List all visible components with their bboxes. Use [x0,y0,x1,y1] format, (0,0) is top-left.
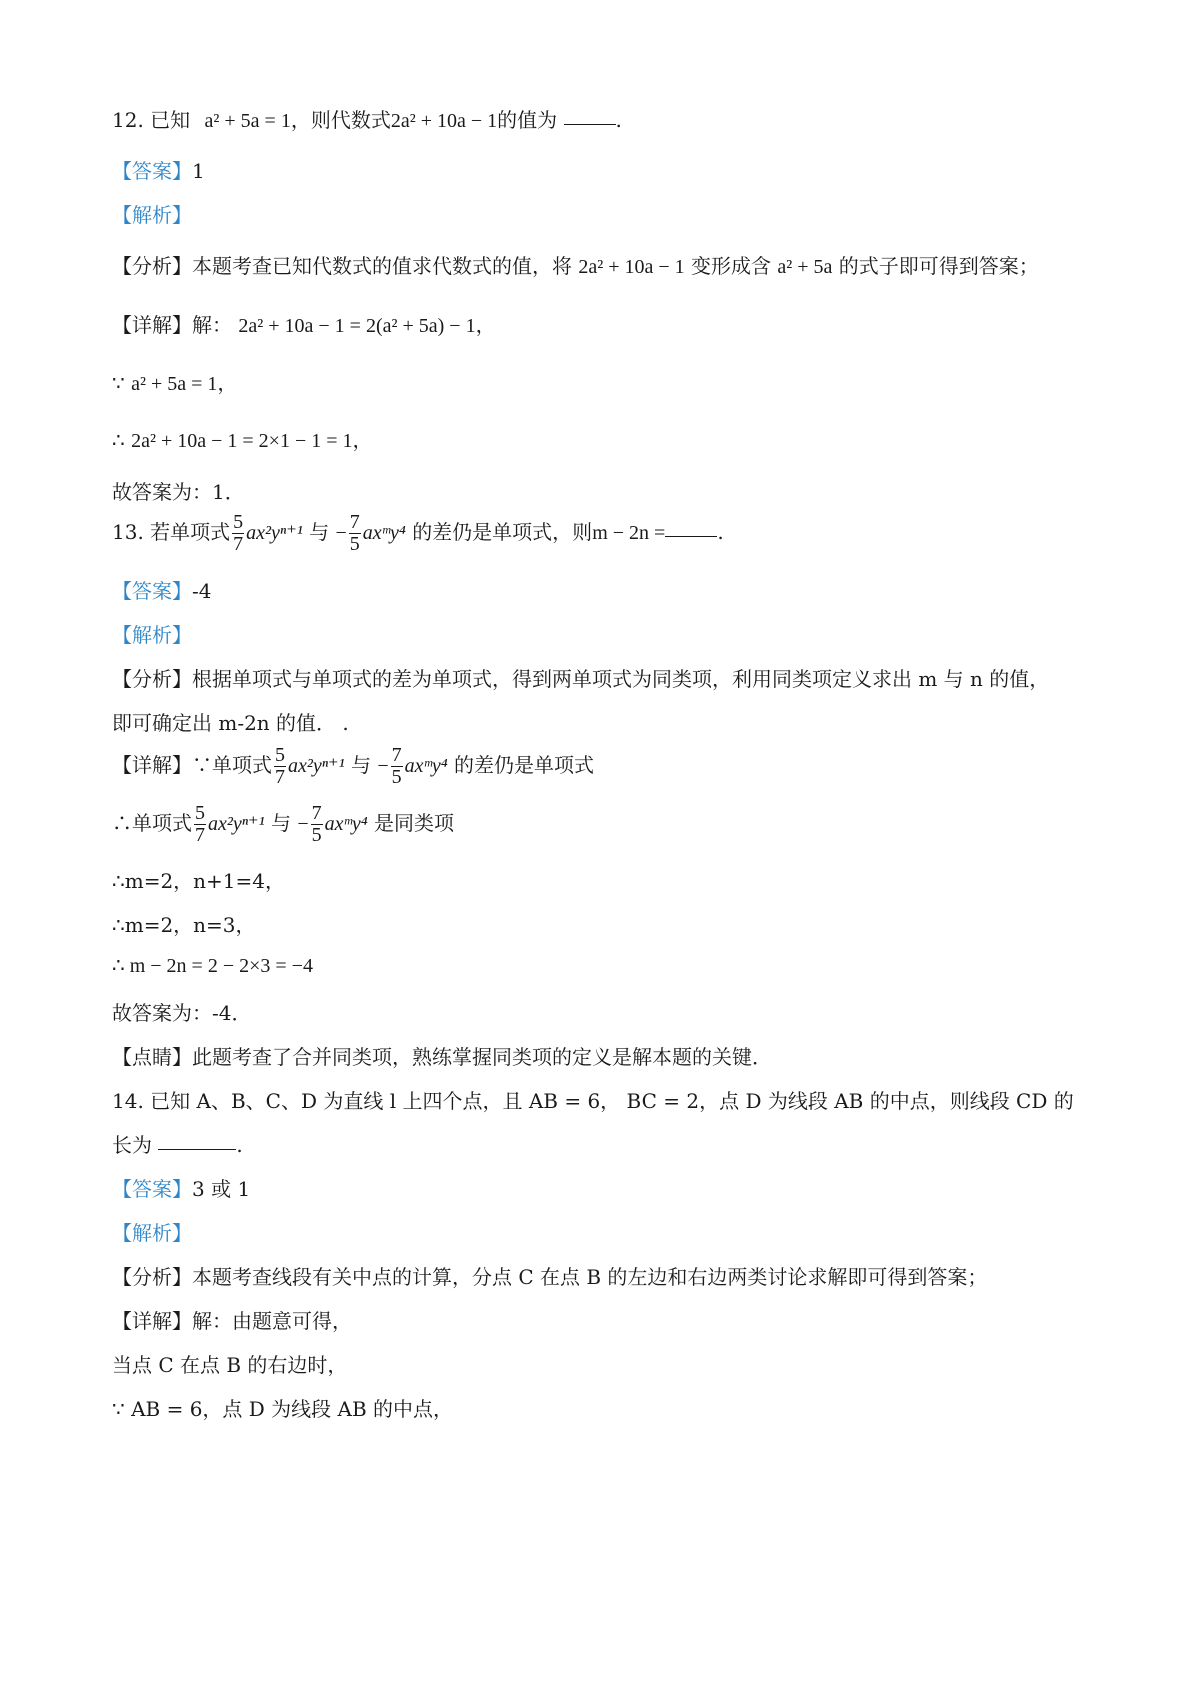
fraction-7-5: $\frac{7}{5}$ [311,802,322,846]
fraction-5-7: $\frac{5}{7}$ [275,744,285,788]
q14-answer [112,1173,250,1202]
q12-stem: 12. 已知 a² + 5a = 1，则代数式2a² + 10a − 1的值为 . [112,108,622,132]
q13-xiangjie: 【详解】∵单项式 $\frac{5}{7}$ ax²yⁿ⁺¹ 与 − $\frac{7}{5}$ axᵐy⁴ 的差仍是单项式 [112,744,595,788]
q12-step1: 2a² + 10a − 1 = 2(a² + 5a) − 1， [238,315,496,337]
q14-stem-cont: 长为 . [112,1133,243,1157]
q12-therefore: ∴ 2a² + 10a − 1 = 2×1 − 1 = 1， [112,428,373,452]
q14-fenxi: 【分析】本题考查线段有关中点的计算，分点 C 在点 B 的左边和右边两类讨论求解即可得到答案； [112,1265,988,1289]
answer-blank [564,122,616,125]
q12-answer [112,155,205,184]
q12-answer-value: 1 [192,159,205,183]
fraction-7-5: $\frac{7}{5}$ [391,744,402,788]
q12-step3: 2a² + 10a − 1 = 2×1 − 1 = 1， [131,430,373,452]
answer-blank [665,534,717,537]
q13-number: 13. [112,520,144,544]
q12-final: 故答案为：1． [112,480,245,504]
q13-step5: ∴ m − 2n = 2 − 2×3 = −4 [112,955,313,977]
q13-dianjing: 【点睛】此题考查了合并同类项，熟练掌握同类项的定义是解本题的关键． [112,1045,772,1069]
q13-jiexi [112,619,192,648]
q14-case1: 当点 C 在点 B 的右边时， [112,1353,348,1377]
q14-step1: ∵ AB = 6，点 D 为线段 AB 的中点， [112,1397,454,1421]
q13-stem: 13. 若单项式 $\frac{5}{7}$ ax²yⁿ⁺¹ 与 − $\frac{7}{5}$ axᵐy⁴ 的差仍是单项式，则m − 2n = . [112,511,724,555]
q13-fenxi: 【分析】根据单项式与单项式的差为单项式，得到两单项式为同类项，利用同类项定义求出 m 与 n 的值， [112,667,1050,691]
answer-tag: 【答案】 [112,159,192,183]
fraction-5-7: $\frac{5}{7}$ [195,802,205,846]
q13-final: 故答案为：-4． [112,1001,252,1025]
q13-step4: ∴m=2，n=3， [112,913,256,937]
q13-fenxi-cont: 即可确定出 m-2n 的值． . [112,711,349,735]
q12-step2: a² + 5a = 1， [131,373,238,395]
q12-given-equation: a² + 5a = 1 [204,110,291,132]
q12-because: ∵ a² + 5a = 1， [112,371,238,395]
q14-answer-value: 3 或 1 [192,1177,251,1201]
answer-tag: 【答案】 [112,1177,192,1201]
q12-xiangjie: 【详解】解： 2a² + 10a − 1 = 2(a² + 5a) − 1， [112,313,496,337]
q13-expression: m − 2n = [592,522,666,544]
analysis-tag: 【解析】 [112,623,192,647]
q14-xiangjie: 【详解】解：由题意可得， [112,1309,352,1333]
q14-jiexi [112,1217,192,1246]
q13-answer-value: -4 [192,579,212,603]
q14-stem: 14. 已知 A、B、C、D 为直线 l 上四个点，且 AB = 6， BC = 2，点 D 为线段 AB 的中点，则线段 CD 的 [112,1089,1074,1113]
analysis-tag: 【解析】 [112,203,192,227]
q12-fenxi: 【分析】本题考查已知代数式的值求代数式的值，将 2a² + 10a − 1 变形成含 a² + 5a 的式子即可得到答案； [112,254,1039,278]
fraction-5-7: $\frac{5}{7}$ [233,511,244,555]
analysis-tag: 【解析】 [112,1221,192,1245]
fraction-7-5: $\frac{7}{5}$ [349,511,360,555]
answer-tag: 【答案】 [112,579,192,603]
q13-answer [112,575,211,604]
answer-blank [158,1147,236,1150]
q13-step3: ∴m=2，n+1=4， [112,869,286,893]
q12-expression: 2a² + 10a − 1 [390,110,498,132]
q14-number: 14. [112,1089,144,1113]
q12-jiexi [112,199,192,228]
q12-number: 12. [112,108,144,132]
q13-step2: ∴单项式 $\frac{5}{7}$ ax²yⁿ⁺¹ 与 − $\frac{7}{5}$ axᵐy⁴ 是同类项 [112,802,455,846]
